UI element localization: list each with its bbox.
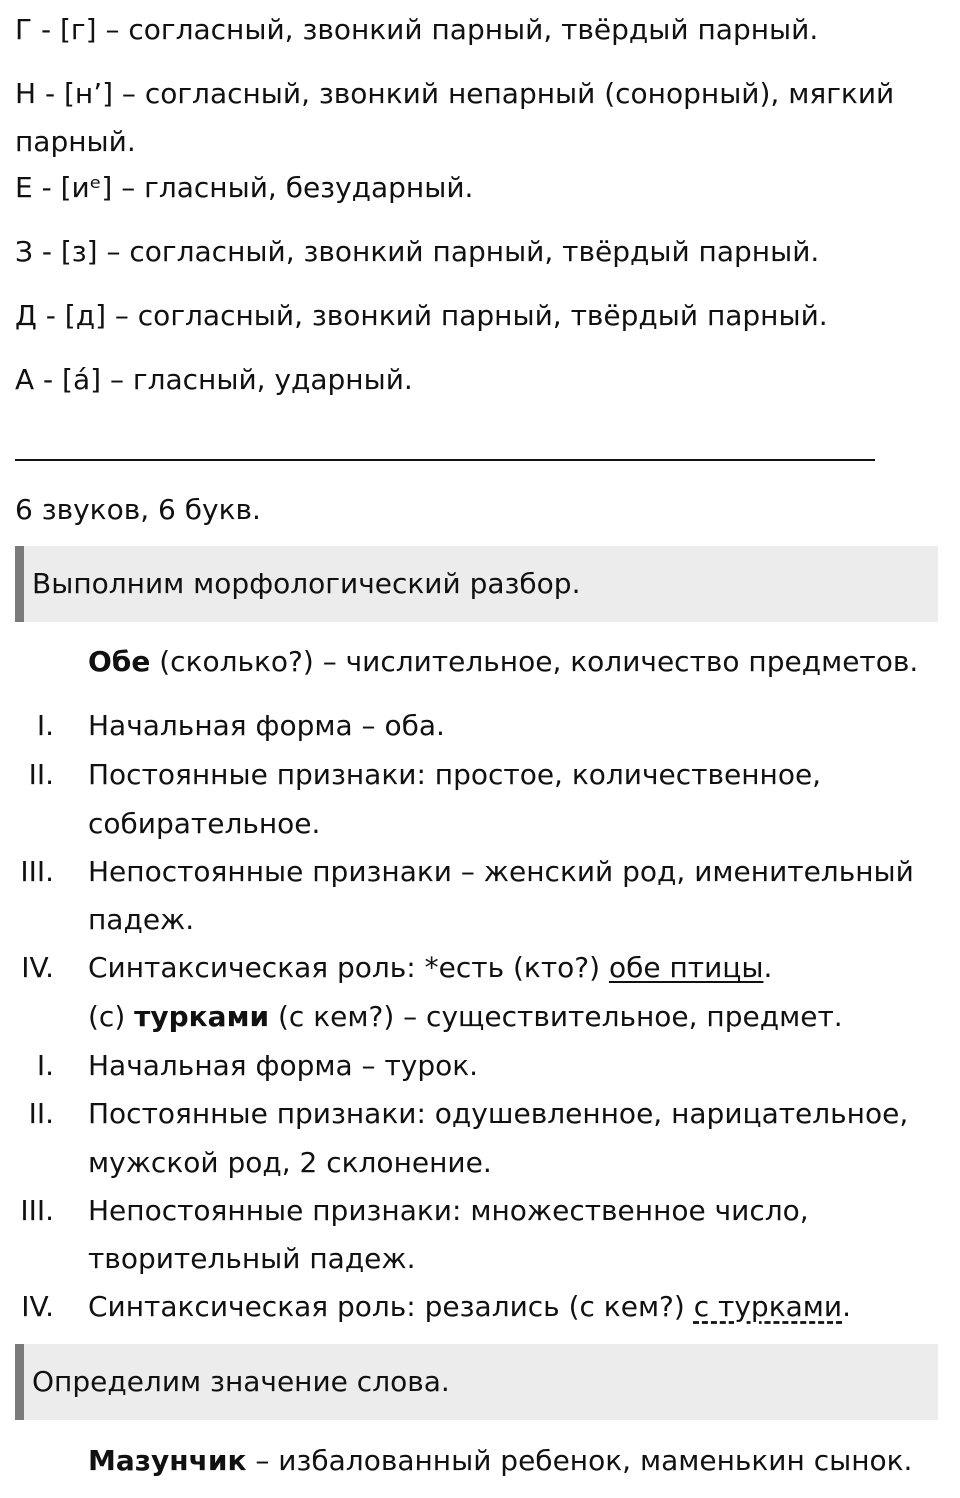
word2-syntax [88, 1283, 851, 1331]
word1-term: Обе [88, 645, 151, 678]
word2-num-4: IV. [21, 1290, 54, 1323]
divider-line [15, 459, 875, 461]
word2-num-3: III. [20, 1194, 54, 1227]
word2-intro [88, 993, 843, 1041]
phonetic-line-d: Д - [д] – согласный, звонкий парный, твёрдый парный. [15, 299, 828, 332]
morph-heading: Выполним морфологический разбор. [32, 567, 581, 600]
word2-item-3: Непостоянные признаки: множественное число, [88, 1194, 809, 1227]
word2-item-2: Постоянные признаки: одушевленное, нарицательное, [88, 1097, 909, 1130]
word1-item-2: Постоянные признаки: простое, количественное, [88, 758, 822, 791]
word1-syntax-underlined: обе птицы [608, 951, 764, 984]
morph-heading-callout [15, 546, 938, 622]
word2-item-3-cont: творительный падеж. [88, 1242, 416, 1275]
word2-intro-prefix: (с) [88, 1000, 135, 1033]
word2-num-1: I. [36, 1049, 54, 1082]
word2-term: турками [134, 1000, 270, 1033]
meaning-definition-text: – избалованный ребенок, маменькин сынок. [246, 1444, 913, 1477]
word1-intro-rest: (сколько?) – числительное, количество предметов. [150, 645, 919, 678]
meaning-heading: Определим значение слова. [32, 1365, 450, 1398]
word1-syntax-suffix: . [763, 951, 773, 984]
sound-letter-summary: 6 звуков, 6 букв. [15, 493, 261, 526]
word2-item-2-cont: мужской род, 2 склонение. [88, 1146, 492, 1179]
word2-num-2: II. [28, 1097, 54, 1130]
phonetic-line-z: З - [з] – согласный, звонкий парный, твёрдый парный. [15, 235, 820, 268]
word2-syntax-prefix: Синтаксическая роль: резались (с кем?) [88, 1290, 694, 1323]
word2-intro-rest: (с кем?) – существительное, предмет. [269, 1000, 843, 1033]
word1-num-2: II. [28, 758, 54, 791]
phonetic-line-a: А - [а́] – гласный, ударный. [15, 363, 413, 396]
word1-num-1: I. [36, 709, 54, 742]
phonetic-line-e: Е - [иᵉ] – гласный, безударный. [15, 171, 474, 204]
phonetic-line-n-cont: парный. [15, 125, 136, 158]
meaning-heading-callout [15, 1344, 938, 1420]
word1-syntax [88, 944, 772, 992]
word1-item-3-cont: падеж. [88, 903, 195, 936]
word2-item-1: Начальная форма – турок. [88, 1049, 479, 1082]
meaning-definition [88, 1437, 912, 1485]
phonetic-line-n: Н - [н’] – согласный, звонкий непарный (сонорный), мягкий [15, 77, 895, 110]
word1-num-3: III. [20, 855, 54, 888]
callout-accent-bar [15, 546, 24, 622]
phonetic-line-g: Г - [г] – согласный, звонкий парный, твёрдый парный. [15, 13, 819, 46]
word2-syntax-suffix: . [842, 1290, 851, 1323]
word1-item-3: Непостоянные признаки – женский род, именительный [88, 855, 914, 888]
word1-syntax-prefix: Синтаксическая роль: *есть (кто?) [88, 951, 609, 984]
meaning-term: Мазунчик [88, 1444, 247, 1477]
word2-syntax-underlined: с турками [693, 1290, 843, 1323]
callout-accent-bar [15, 1344, 24, 1420]
word1-item-2-cont: собирательное. [88, 807, 321, 840]
word1-num-4: IV. [21, 951, 54, 984]
word1-item-1: Начальная форма – оба. [88, 709, 445, 742]
word1-intro [88, 638, 918, 686]
